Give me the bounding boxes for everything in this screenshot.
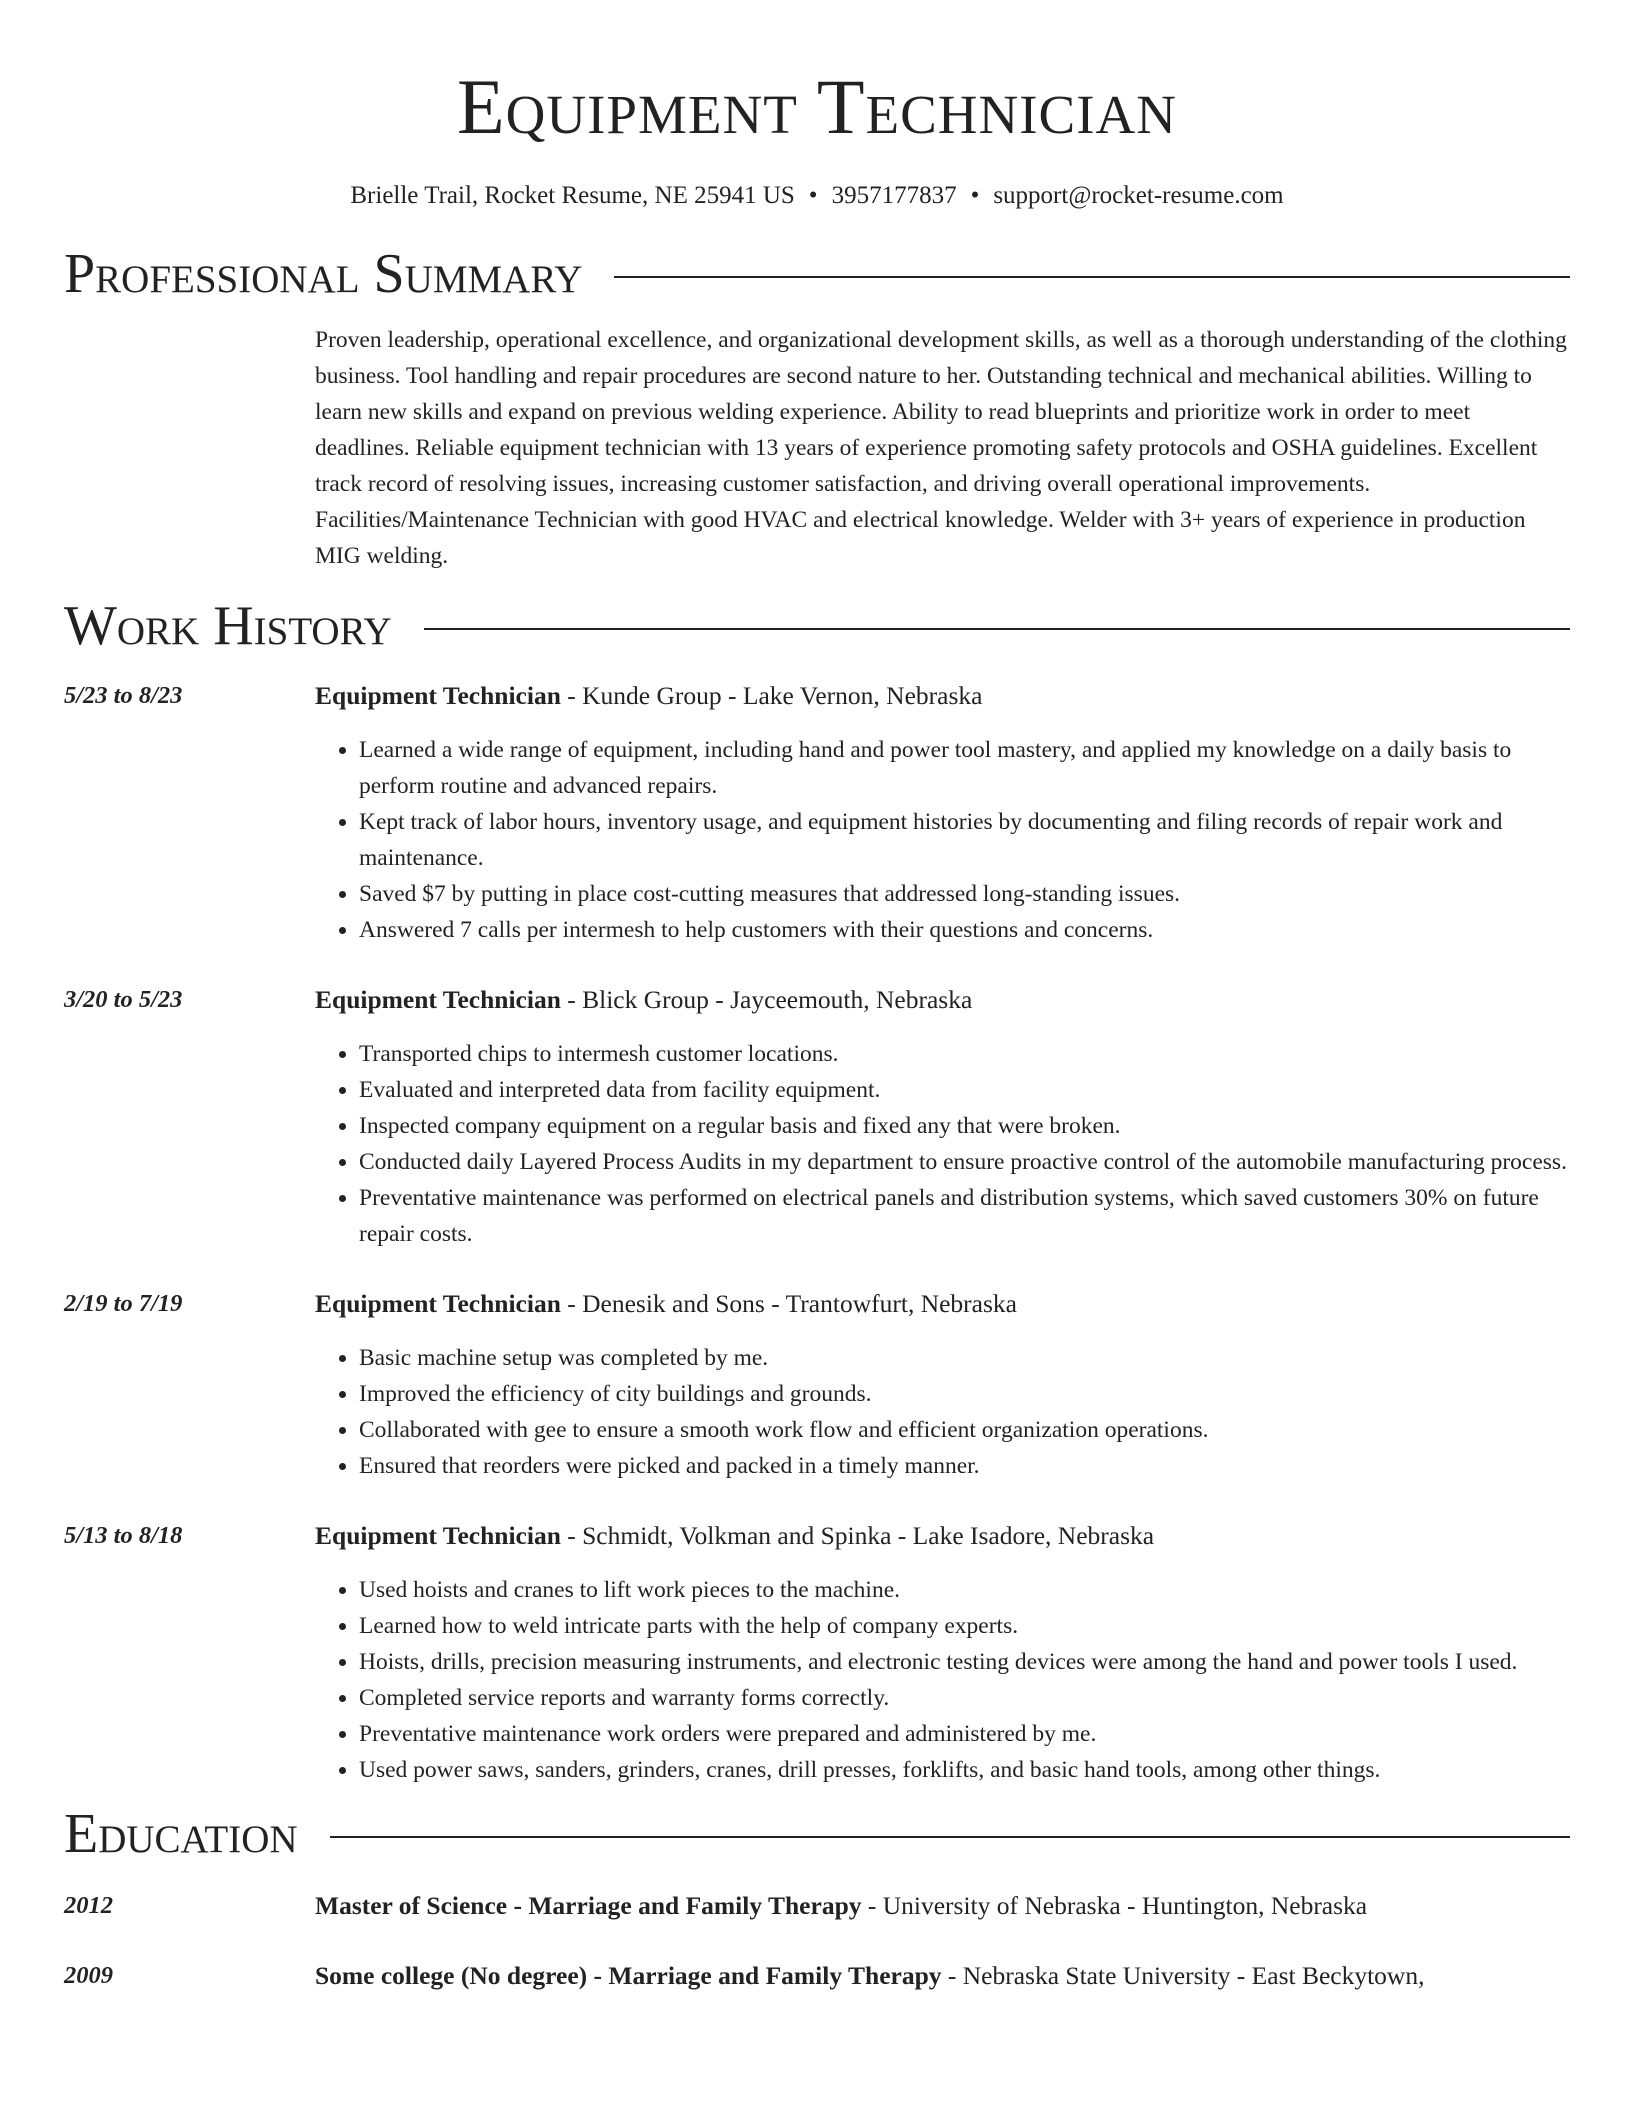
- resume-name: Equipment Technician: [456, 63, 1177, 150]
- job-role: Equipment Technician: [315, 681, 561, 710]
- section-divider: [330, 1836, 1570, 1838]
- job-body: [315, 678, 1570, 948]
- job-bullet: • Saved $7 by putting in place cost-cutting measures that addressed long-standing issues.: [359, 876, 1570, 912]
- job-bullet: • Transported chips to intermesh customer locations.: [359, 1036, 1570, 1072]
- job-bullet: • Hoists, drills, precision measuring instruments, and electronic testing devices were among the hand and power tools I used.: [359, 1644, 1570, 1680]
- job-entry: [64, 982, 1570, 1252]
- job-bullet: • Collaborated with gee to ensure a smooth work flow and efficient organization operations.: [359, 1412, 1570, 1448]
- job-bullet: • Kept track of labor hours, inventory usage, and equipment histories by documenting and filing records of repair work and maintenance.: [359, 804, 1570, 876]
- contact-separator: •: [970, 182, 980, 209]
- contact-phone: 3957177837: [831, 182, 957, 209]
- job-dates: 2/19 to 7/19: [64, 1290, 183, 1317]
- job-bullets: [315, 1036, 1570, 1252]
- job-bullets: [315, 1340, 1570, 1484]
- job-dates: 5/13 to 8/18: [64, 1522, 183, 1549]
- job-bullet: • Used hoists and cranes to lift work pieces to the machine.: [359, 1572, 1570, 1608]
- job-role: Equipment Technician: [315, 985, 561, 1014]
- job-dates: 5/23 to 8/23: [64, 682, 183, 709]
- job-employer: - Blick Group - Jayceemouth, Nebraska: [560, 985, 973, 1014]
- education-heading: [315, 1958, 1570, 1994]
- job-role: Equipment Technician: [315, 1289, 561, 1318]
- section-divider: [424, 628, 1570, 630]
- job-bullet: • Preventative maintenance work orders were prepared and administered by me.: [359, 1716, 1570, 1752]
- job-bullet: • Completed service reports and warranty forms correctly.: [359, 1680, 1570, 1716]
- contact-email: support@rocket-resume.com: [993, 182, 1284, 209]
- section-education-header: [64, 1802, 1570, 1866]
- section-divider: [614, 276, 1570, 278]
- job-bullets: [315, 1572, 1570, 1788]
- education-degree: Some college (No degree) - Marriage and Family Therapy: [315, 1961, 942, 1990]
- job-heading: [315, 982, 1570, 1018]
- job-dates: 3/20 to 5/23: [64, 986, 183, 1013]
- job-entry: [64, 678, 1570, 948]
- education-body: [315, 1958, 1570, 1994]
- job-bullet: • Evaluated and interpreted data from facility equipment.: [359, 1072, 1570, 1108]
- section-title: Work History: [64, 595, 392, 657]
- job-bullet: • Preventative maintenance was performed on electrical panels and distribution systems, which saved customers 30% on future repair costs.: [359, 1180, 1570, 1252]
- job-bullet: • Conducted daily Layered Process Audits in my department to ensure proactive control of the automobile manufacturing process.: [359, 1144, 1570, 1180]
- job-bullet: • Basic machine setup was completed by me.: [359, 1340, 1570, 1376]
- section-summary-header: [64, 242, 1570, 306]
- education-entry: [64, 1958, 1570, 1994]
- job-heading: [315, 1518, 1570, 1554]
- job-employer: - Kunde Group - Lake Vernon, Nebraska: [560, 681, 983, 710]
- education-body: [315, 1888, 1570, 1924]
- job-bullet: • Used power saws, sanders, grinders, cranes, drill presses, forklifts, and basic hand tools, among other things.: [359, 1752, 1570, 1788]
- contact-separator: •: [808, 182, 818, 209]
- job-body: [315, 1518, 1570, 1788]
- education-school: - University of Nebraska - Huntington, Nebraska: [861, 1891, 1368, 1920]
- contact-address: Brielle Trail, Rocket Resume, NE 25941 US: [350, 182, 795, 209]
- job-heading: [315, 678, 1570, 714]
- job-bullet: • Learned how to weld intricate parts with the help of company experts.: [359, 1608, 1570, 1644]
- education-year: 2009: [64, 1962, 113, 1989]
- job-body: [315, 1286, 1570, 1484]
- education-school: - Nebraska State University - East Beckytown,: [941, 1961, 1425, 1990]
- job-employer: - Schmidt, Volkman and Spinka - Lake Isadore, Nebraska: [560, 1521, 1155, 1550]
- job-bullet: • Learned a wide range of equipment, including hand and power tool mastery, and applied my knowledge on a daily basis to perform routine and advanced repairs.: [359, 732, 1570, 804]
- job-entry: [64, 1518, 1570, 1788]
- section-title: Education: [64, 1803, 298, 1865]
- job-body: [315, 982, 1570, 1252]
- job-heading: [315, 1286, 1570, 1322]
- job-employer: - Denesik and Sons - Trantowfurt, Nebraska: [560, 1289, 1017, 1318]
- job-bullet: • Answered 7 calls per intermesh to help customers with their questions and concerns.: [359, 912, 1570, 948]
- job-bullet: • Improved the efficiency of city buildings and grounds.: [359, 1376, 1570, 1412]
- job-bullets: [315, 732, 1570, 948]
- education-entry: [64, 1888, 1570, 1924]
- education-degree: Master of Science - Marriage and Family Therapy: [315, 1891, 862, 1920]
- education-year: 2012: [64, 1892, 113, 1919]
- section-title: Professional Summary: [64, 243, 583, 305]
- job-bullet: • Ensured that reorders were picked and packed in a timely manner.: [359, 1448, 1570, 1484]
- education-heading: [315, 1888, 1570, 1924]
- job-entry: [64, 1286, 1570, 1484]
- job-role: Equipment Technician: [315, 1521, 561, 1550]
- resume-page: [64, 0, 1570, 1994]
- contact-line: [64, 180, 1570, 212]
- section-work-header: [64, 594, 1570, 658]
- job-bullet: • Inspected company equipment on a regular basis and fixed any that were broken.: [359, 1108, 1570, 1144]
- summary-text: Proven leadership, operational excellence, and organizational development skills, as well as a thorough understanding of the clothing business. Tool handling and repair procedures are second nature to her. Outstanding technical and mechanical abilities. Willing to learn new skills and expand on previous welding experience. Ability to read blueprints and prioritize work in order to meet deadlines. Reliable equipment technician with 13 years of experience promoting safety protocols and OSHA guidelines. Excellent track record of resolving issues, increasing customer satisfaction, and driving overall operational improvements. Facilities/Maintenance Technician with good HVAC and electrical knowledge. Welder with 3+ years of experience in production MIG welding.: [315, 327, 1567, 569]
